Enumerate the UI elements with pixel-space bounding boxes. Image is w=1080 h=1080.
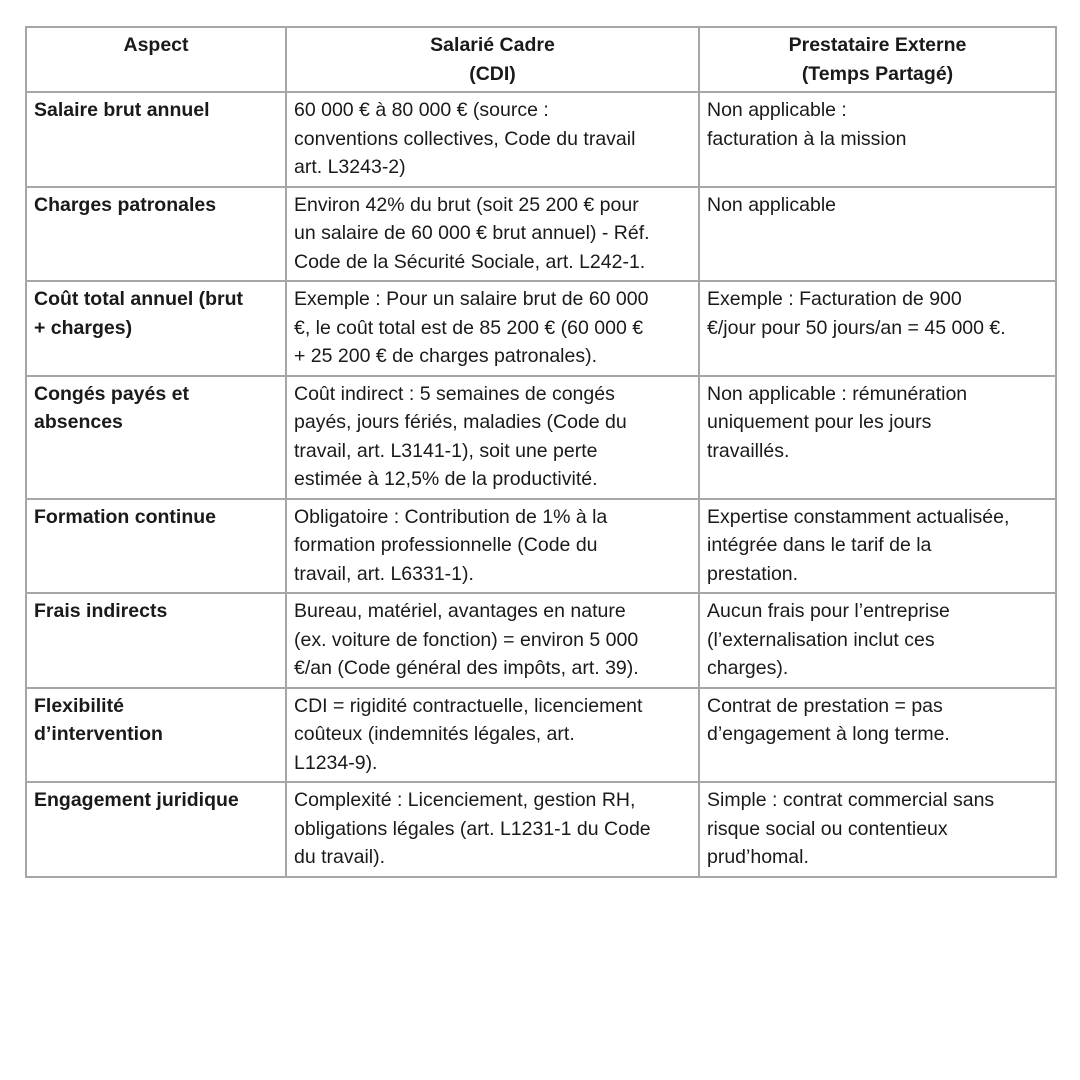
cell-text-line: (l’externalisation inclut ces <box>707 628 935 651</box>
cell-text-line: un salaire de 60 000 € brut annuel) - Réf. <box>294 222 650 244</box>
table-row <box>26 92 1056 187</box>
cell-text-line: CDI = rigidité contractuelle, licenciement <box>294 694 643 717</box>
cell-prestataire-externe <box>699 281 1056 376</box>
cell-text-line: Non applicable : rémunération <box>707 382 968 405</box>
header-aspect <box>26 27 286 92</box>
cell-text-line: Coût total annuel (brut <box>34 288 244 310</box>
cell-text-line: Charges patronales <box>34 193 217 216</box>
cell-text-line: travaillés. <box>707 439 790 462</box>
cell-text-line: Congés payés et <box>34 382 189 405</box>
cell-prestataire-externe <box>699 499 1056 594</box>
cell-salarie-cadre <box>286 376 699 499</box>
cell-text-line: Flexibilité <box>34 694 124 717</box>
cell-text-line: (CDI) <box>469 62 516 85</box>
cell-text-line: facturation à la mission <box>707 127 907 150</box>
cell-text-line: travail, art. L6331-1). <box>294 562 474 585</box>
cell-aspect <box>26 187 286 282</box>
cell-text-line: Aucun frais pour l’entreprise <box>707 600 950 622</box>
cell-text-line: €, le coût total est de 85 200 € (60 000 € <box>294 316 644 339</box>
cell-text-line: conventions collectives, Code du travail <box>294 127 636 150</box>
header-prestataire-externe <box>699 27 1056 92</box>
cell-text-line: €/an (Code général des impôts, art. 39). <box>294 657 639 679</box>
cell-text-line: Complexité : Licenciement, gestion RH, <box>294 789 636 811</box>
cell-text-line: Exemple : Pour un salaire brut de 60 000 <box>294 288 649 310</box>
cell-text-line: Obligatoire : Contribution de 1% à la <box>294 505 608 528</box>
cell-text-line: Code de la Sécurité Sociale, art. L242-1. <box>294 250 646 273</box>
header-salarie-cadre <box>286 27 699 92</box>
cell-text-line: 60 000 € à 80 000 € (source : <box>294 99 549 121</box>
cell-text-line: uniquement pour les jours <box>707 411 932 433</box>
cell-text-line: du travail). <box>294 846 386 868</box>
cell-prestataire-externe <box>699 187 1056 282</box>
cell-text-line: Bureau, matériel, avantages en nature <box>294 600 626 622</box>
cell-salarie-cadre <box>286 92 699 187</box>
cell-text-line: Contrat de prestation = pas <box>707 694 943 717</box>
cell-text-line: + 25 200 € de charges patronales). <box>294 345 598 367</box>
cell-salarie-cadre <box>286 688 699 783</box>
cell-salarie-cadre <box>286 593 699 688</box>
table-row <box>26 281 1056 376</box>
cell-text-line: Simple : contrat commercial sans <box>707 789 995 811</box>
table-row <box>26 187 1056 282</box>
cell-salarie-cadre <box>286 281 699 376</box>
cell-aspect <box>26 92 286 187</box>
cell-text-line: travail, art. L3141-1), soit une perte <box>294 439 598 462</box>
cell-text-line: art. L3243-2) <box>294 156 406 178</box>
cell-text-line: prestation. <box>707 562 799 585</box>
cell-text-line: €/jour pour 50 jours/an = 45 000 €. <box>707 316 1006 339</box>
cell-text-line: Aspect <box>123 34 189 56</box>
header-row <box>26 27 1056 92</box>
cell-aspect <box>26 281 286 376</box>
cell-aspect <box>26 593 286 688</box>
cell-text-line: estimée à 12,5% de la productivité. <box>294 468 598 490</box>
cell-aspect <box>26 688 286 783</box>
cell-text-line: payés, jours fériés, maladies (Code du <box>294 411 627 433</box>
table-row <box>26 593 1056 688</box>
table-row <box>26 376 1056 499</box>
cell-text-line: Prestataire Externe <box>788 34 967 56</box>
table-row <box>26 782 1056 877</box>
cell-text-line: formation professionnelle (Code du <box>294 534 598 556</box>
cell-text-line: Frais indirects <box>34 600 168 622</box>
cell-text-line: prud’homal. <box>707 846 809 868</box>
cell-text-line: + charges) <box>34 316 133 339</box>
cell-text-line: Exemple : Facturation de 900 <box>707 288 962 310</box>
comparison-table <box>25 26 1057 878</box>
cell-text-line: (ex. voiture de fonction) = environ 5 000 <box>294 628 639 651</box>
cell-text-line: obligations légales (art. L1231-1 du Code <box>294 817 651 840</box>
cell-text-line: Expertise constamment actualisée, <box>707 505 1010 528</box>
table-header <box>26 27 1056 92</box>
cell-text-line: Environ 42% du brut (soit 25 200 € pour <box>294 193 639 216</box>
cell-text-line: (Temps Partagé) <box>801 62 954 85</box>
cell-text-line: Salaire brut annuel <box>34 99 210 121</box>
cell-text-line: absences <box>34 411 123 433</box>
cell-text-line: Coût indirect : 5 semaines de congés <box>294 382 615 405</box>
cell-text-line: Non applicable : <box>707 99 847 121</box>
cell-aspect <box>26 782 286 877</box>
cell-aspect <box>26 376 286 499</box>
cell-prestataire-externe <box>699 376 1056 499</box>
cell-prestataire-externe <box>699 92 1056 187</box>
cell-text-line: Non applicable <box>707 193 837 216</box>
cell-salarie-cadre <box>286 187 699 282</box>
cell-text-line: intégrée dans le tarif de la <box>707 534 932 556</box>
cell-text-line: Engagement juridique <box>34 789 239 811</box>
cell-prestataire-externe <box>699 782 1056 877</box>
cell-text-line: Salarié Cadre <box>430 34 555 56</box>
cell-text-line: charges). <box>707 657 789 679</box>
table-row <box>26 499 1056 594</box>
cell-salarie-cadre <box>286 782 699 877</box>
comparison-table-wrapper <box>25 26 1055 878</box>
cell-text-line: d’engagement à long terme. <box>707 723 950 745</box>
cell-text-line: Formation continue <box>34 505 216 528</box>
cell-prestataire-externe <box>699 688 1056 783</box>
table-row <box>26 688 1056 783</box>
cell-text-line: coûteux (indemnités légales, art. <box>294 723 575 745</box>
cell-salarie-cadre <box>286 499 699 594</box>
cell-text-line: L1234-9). <box>294 751 378 774</box>
cell-aspect <box>26 499 286 594</box>
cell-text-line: risque social ou contentieux <box>707 817 948 840</box>
cell-text-line: d’intervention <box>34 723 163 745</box>
cell-prestataire-externe <box>699 593 1056 688</box>
table-body <box>26 92 1056 877</box>
